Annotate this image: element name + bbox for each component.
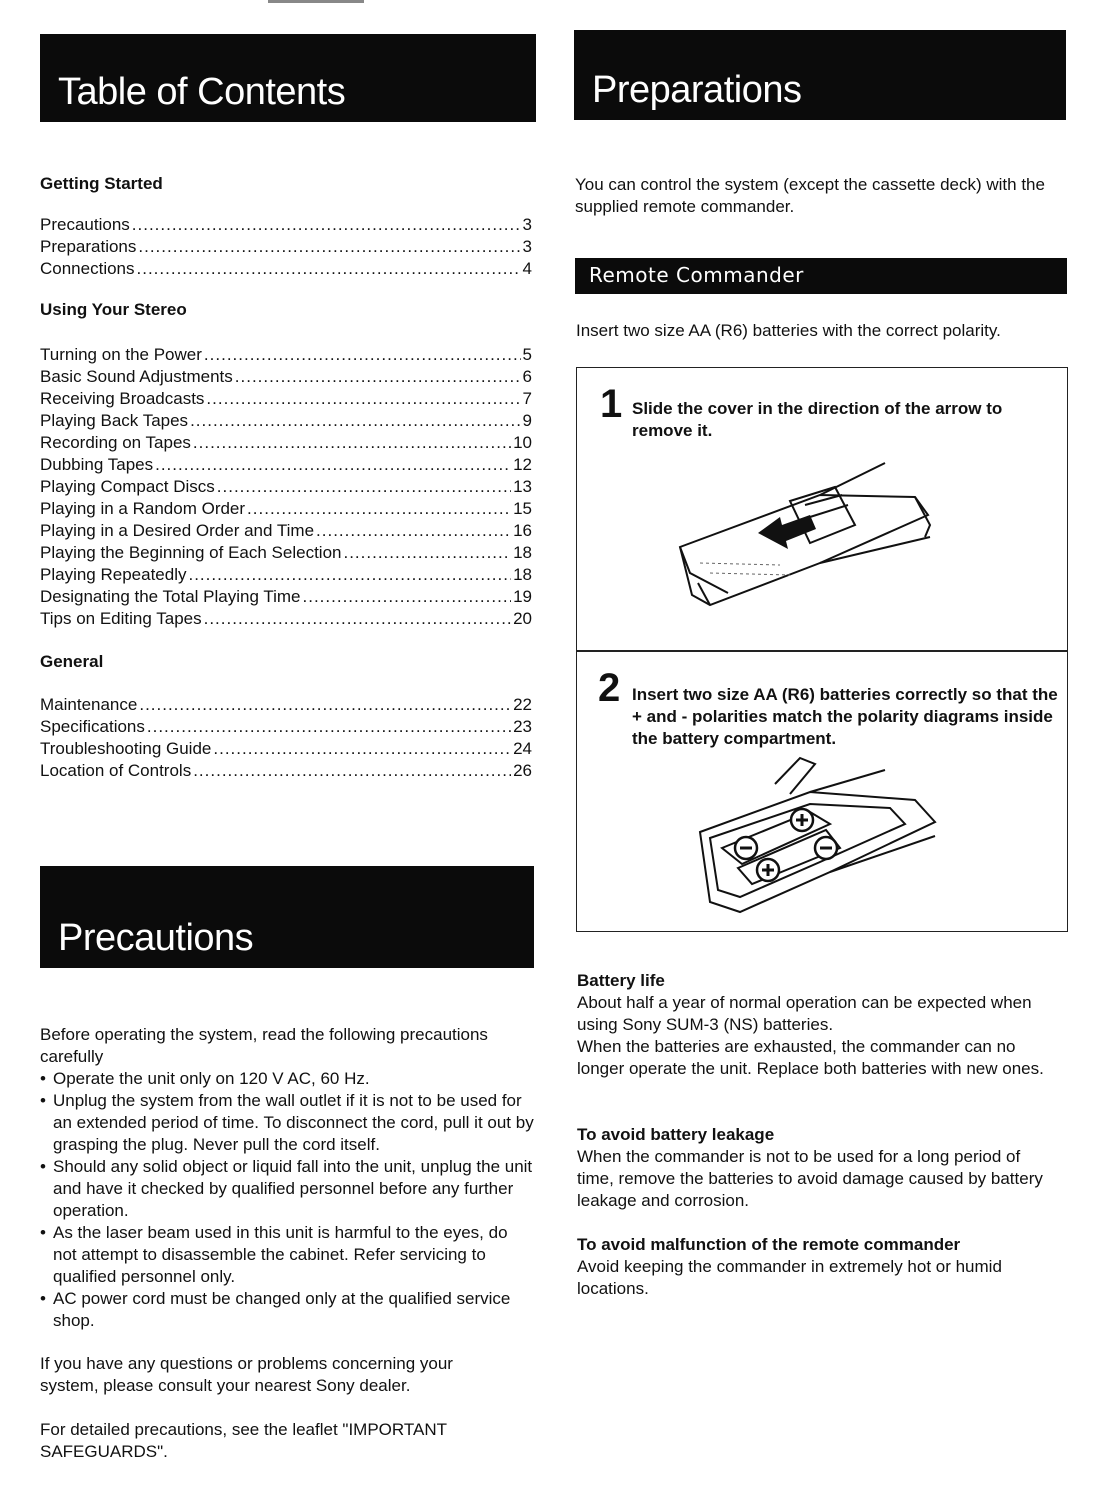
precautions-list bbox=[40, 1068, 534, 1332]
toc-entry[interactable]: Playing Compact Discs ..... 13 bbox=[40, 476, 532, 498]
toc-entry[interactable]: Tips on Editing Tapes ..... 20 bbox=[40, 608, 532, 630]
battery-exhausted-text: When the batteries are exhausted, the commander can no longer operate the unit. Replace both batteries with new ones. bbox=[577, 1037, 1044, 1078]
precautions-banner-title: Precautions bbox=[58, 917, 254, 959]
page-top-mark bbox=[268, 0, 364, 3]
toc-entry[interactable]: Location of Controls ..... 26 bbox=[40, 760, 532, 782]
malfunction-text: Avoid keeping the commander in extremely hot or humid locations. bbox=[577, 1257, 1002, 1298]
toc-section-heading: Using Your Stereo bbox=[40, 300, 187, 319]
toc-entry[interactable]: Basic Sound Adjustments ..... 6 bbox=[40, 366, 532, 388]
remote-commander-title: Remote Commander bbox=[589, 263, 804, 287]
remote-cover-illustration bbox=[670, 455, 940, 615]
toc-section-heading: Getting Started bbox=[40, 174, 163, 193]
toc-entry[interactable]: Playing Repeatedly ..... 18 bbox=[40, 564, 532, 586]
battery-life-text: About half a year of normal operation can be expected when using Sony SUM-3 (NS) batteries. bbox=[577, 993, 1032, 1034]
precautions-questions: If you have any questions or problems concerning your system, please consult your nearest Sony dealer. bbox=[40, 1354, 453, 1395]
toc-entry[interactable]: Dubbing Tapes ..... 12 bbox=[40, 454, 532, 476]
toc-entry[interactable]: Designating the Total Playing Time ..... 19 bbox=[40, 586, 532, 608]
battery-life-heading: Battery life bbox=[577, 971, 665, 990]
toc-entry[interactable]: Recording on Tapes ..... 10 bbox=[40, 432, 532, 454]
battery-insert-instruction: Insert two size AA (R6) batteries with the correct polarity. bbox=[576, 321, 1001, 340]
precaution-item: • As the laser beam used in this unit is harmful to the eyes, do not attempt to disassemble the cabinet. Refer servicing to qualified personnel only. bbox=[40, 1222, 534, 1288]
precautions-leaflet: For detailed precautions, see the leaflet "IMPORTANT SAFEGUARDS". bbox=[40, 1420, 447, 1461]
precautions-intro: Before operating the system, read the following precautions carefully bbox=[40, 1025, 488, 1066]
toc-list-getting-started bbox=[40, 214, 532, 280]
toc-entry[interactable]: Precautions ..... 3 bbox=[40, 214, 532, 236]
toc-entry[interactable]: Troubleshooting Guide ..... 24 bbox=[40, 738, 532, 760]
toc-entry[interactable]: Playing in a Desired Order and Time ..... 16 bbox=[40, 520, 532, 542]
precautions-banner bbox=[40, 866, 534, 968]
toc-entry[interactable]: Turning on the Power ..... 5 bbox=[40, 344, 532, 366]
toc-entry[interactable]: Playing in a Random Order ..... 15 bbox=[40, 498, 532, 520]
toc-entry[interactable]: Maintenance ..... 22 bbox=[40, 694, 532, 716]
toc-entry[interactable]: Specifications ..... 23 bbox=[40, 716, 532, 738]
step-divider bbox=[577, 650, 1067, 652]
precaution-item: • AC power cord must be changed only at the qualified service shop. bbox=[40, 1288, 534, 1332]
toc-entry[interactable]: Connections ..... 4 bbox=[40, 258, 532, 280]
step-text: Insert two size AA (R6) batteries correctly so that the + and - polarities match the polarity diagrams inside the battery compartment. bbox=[632, 685, 1058, 748]
preparations-intro: You can control the system (except the cassette deck) with the supplied remote commander. bbox=[575, 175, 1045, 216]
step-text: Slide the cover in the direction of the arrow to remove it. bbox=[632, 399, 1003, 440]
toc-entry[interactable]: Receiving Broadcasts ..... 7 bbox=[40, 388, 532, 410]
precaution-item: • Should any solid object or liquid fall into the unit, unplug the unit and have it checked by qualified personnel before any further operation. bbox=[40, 1156, 534, 1222]
step-number: 1 bbox=[600, 382, 623, 426]
toc-entry[interactable]: Preparations ..... 3 bbox=[40, 236, 532, 258]
remote-commander-banner bbox=[575, 258, 1067, 294]
toc-entry[interactable]: Playing Back Tapes ..... 9 bbox=[40, 410, 532, 432]
battery-leakage-heading: To avoid battery leakage bbox=[577, 1125, 775, 1144]
toc-entry[interactable]: Playing the Beginning of Each Selection ..... 18 bbox=[40, 542, 532, 564]
toc-banner-title: Table of Contents bbox=[58, 71, 346, 113]
precaution-item: • Unplug the system from the wall outlet if it is not to be used for an extended period of time. To disconnect the cord, pull it out by grasping the plug. Never pull the cord itself. bbox=[40, 1090, 534, 1156]
battery-leakage-text: When the commander is not to be used for a long period of time, remove the batteries to avoid damage caused by battery leakage and corrosion. bbox=[577, 1147, 1043, 1210]
toc-list-using-your-stereo bbox=[40, 344, 532, 630]
precaution-item: • Operate the unit only on 120 V AC, 60 Hz. bbox=[40, 1068, 534, 1090]
malfunction-heading: To avoid malfunction of the remote commander bbox=[577, 1235, 961, 1254]
preparations-banner-title: Preparations bbox=[592, 69, 802, 111]
battery-compartment-illustration bbox=[690, 752, 950, 922]
step-number: 2 bbox=[598, 666, 621, 710]
toc-list-general bbox=[40, 694, 532, 782]
toc-section-heading: General bbox=[40, 652, 104, 671]
preparations-banner bbox=[574, 30, 1066, 120]
toc-banner bbox=[40, 34, 536, 122]
